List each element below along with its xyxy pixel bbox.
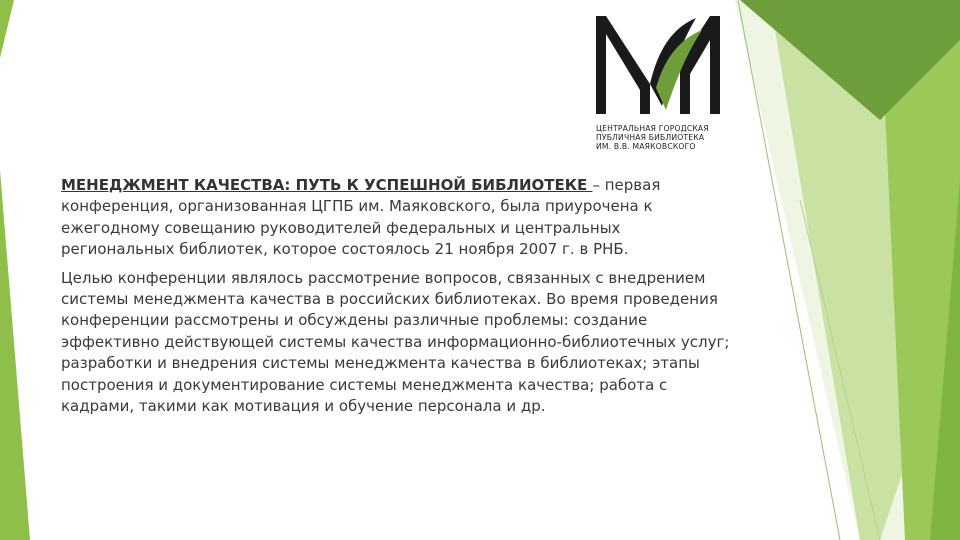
conference-title: МЕНЕДЖМЕНТ КАЧЕСТВА: ПУТЬ К УСПЕШНОЙ БИБЛИОТЕКЕ bbox=[61, 176, 593, 194]
left-green-band bbox=[0, 170, 30, 540]
goals-text: Целью конференции являлось рассмотрение вопросов, связанных с внедрением системы менеджмента качества в российских библиотеках. Во время проведения конференции рассмотрены и обсуждены различные проблемы: создание эффективно действующей системы качества информационно-библиотечных услуг; разработки и внедрения системы менеджмента качества в библиотеках; этапы построения и документирование системы менеджмента качества; работа с кадрами, такими как мотивация и обучение персонала и др. bbox=[61, 268, 730, 416]
intro-text: – первая конференция, организованная ЦГПБ им. Маяковского, была приурочена к ежегодному совещанию руководителей федеральных и центральных региональных библиотек, которое состоялось 21 ноября 2007 г. в РНБ. bbox=[61, 176, 661, 259]
slide-body bbox=[61, 175, 731, 424]
logo-caption-line: ПУБЛИЧНАЯ БИБЛИОТЕКА bbox=[596, 133, 705, 142]
logo-caption-line: ЦЕНТРАЛЬНАЯ ГОРОДСКАЯ bbox=[596, 124, 709, 133]
paragraph-goals bbox=[61, 268, 731, 418]
paragraph-intro bbox=[61, 175, 731, 261]
logo-caption bbox=[596, 124, 736, 151]
left-green-sliver bbox=[0, 0, 14, 58]
logo-caption-line: ИМ. В.В. МАЯКОВСКОГО bbox=[596, 142, 696, 151]
